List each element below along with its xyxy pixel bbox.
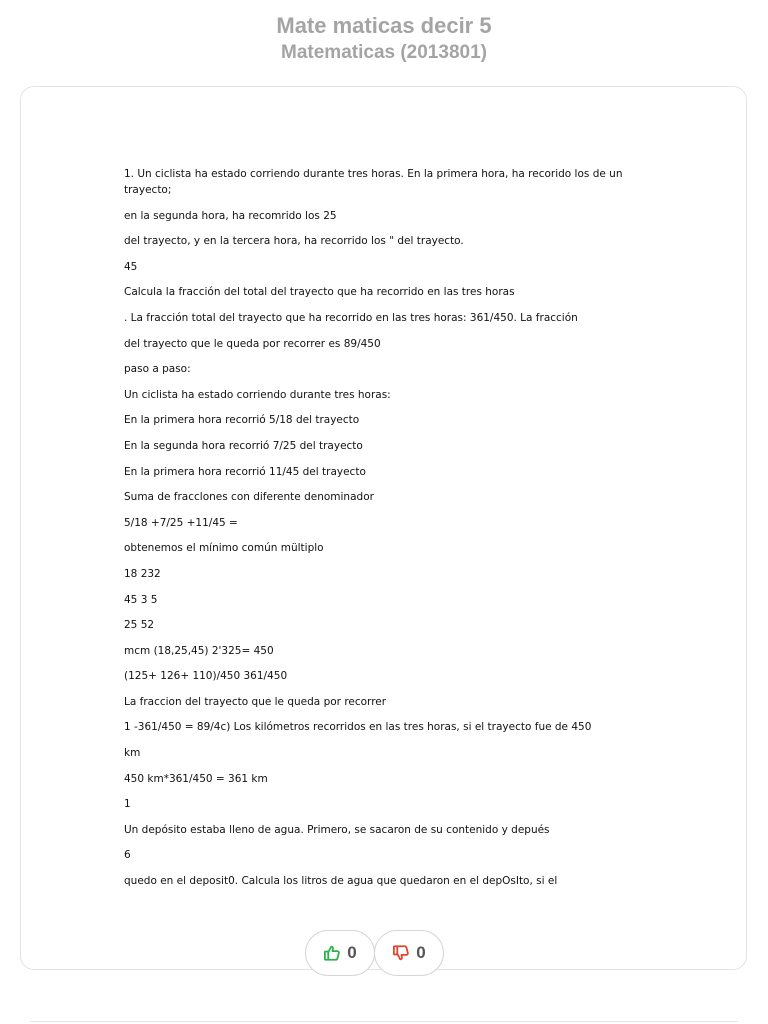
footer-divider [30, 1021, 738, 1022]
document-line: 1 -361/450 = 89/4c) Los kilómetros recorridos en las tres horas, si el trayecto fue de 450 [124, 721, 592, 734]
document-line: del trayecto, y en la tercera hora, ha recorrido los " del trayecto. [124, 235, 464, 248]
document-line: 25 52 [124, 619, 155, 632]
upvote-button[interactable] [305, 930, 375, 976]
document-line: En la primera hora recorrió 11/45 del trayecto [124, 465, 366, 478]
document-line: La fraccion del trayecto que le queda por recorrer [124, 695, 387, 708]
document-header [0, 0, 768, 66]
vote-bar [305, 930, 444, 976]
document-line: en la segunda hora, ha recomrido los 25 [124, 209, 337, 222]
document-line: km [124, 747, 141, 760]
document-line: En la segunda hora recorrió 7/25 del trayecto [124, 439, 363, 452]
upvote-count: 0 [347, 943, 357, 962]
document-line: 45 [124, 260, 138, 273]
document-line: (125+ 126+ 110)/450 361/450 [124, 670, 288, 683]
document-line: obtenemos el mínimo común mültiplo [124, 542, 324, 555]
document-line: Suma de fracclones con diferente denominador [124, 491, 374, 504]
downvote-count: 0 [416, 943, 426, 962]
document-line: 18 232 [124, 567, 161, 580]
thumbs-down-icon [392, 944, 410, 962]
page-title: Mate maticas decir 5 [276, 13, 492, 38]
downvote-button[interactable] [374, 930, 444, 976]
document-line: 5/18 +7/25 +11/45 = [124, 516, 238, 529]
document-line: 45 3 5 [124, 593, 158, 606]
document-line: Calcula la fracción del total del trayecto que ha recorrido en las tres horas [124, 286, 515, 299]
thumbs-up-icon [323, 944, 341, 962]
document-line: 450 km*361/450 = 361 km [124, 772, 268, 785]
document-line: . La fracción total del trayecto que ha recorrido en las tres horas: 361/450. La fracción [124, 311, 578, 324]
document-line: quedo en el deposit0. Calcula los litros de agua que quedaron en el depOsIto, si el [124, 875, 558, 888]
document-line: 1. Un ciclista ha estado corriendo durante tres horas. En la primera hora, ha recorido los de un trayecto; [124, 168, 623, 196]
document-line: 6 [124, 849, 131, 862]
document-line: paso a paso: [124, 363, 191, 376]
course-subtitle: Matematicas (2013801) [281, 42, 487, 63]
document-page [124, 166, 644, 899]
document-line: 1 [124, 798, 131, 811]
document-line: del trayecto que le queda por recorrer es 89/450 [124, 337, 381, 350]
document-line: Un depósito estaba lleno de agua. Primero, se sacaron de su contenido y depués [124, 823, 550, 836]
document-viewer [20, 86, 747, 970]
document-line: mcm (18,25,45) 2'325= 450 [124, 644, 274, 657]
document-line: En la primera hora recorrió 5/18 del trayecto [124, 414, 360, 427]
document-line: Un ciclista ha estado corriendo durante tres horas: [124, 388, 391, 401]
